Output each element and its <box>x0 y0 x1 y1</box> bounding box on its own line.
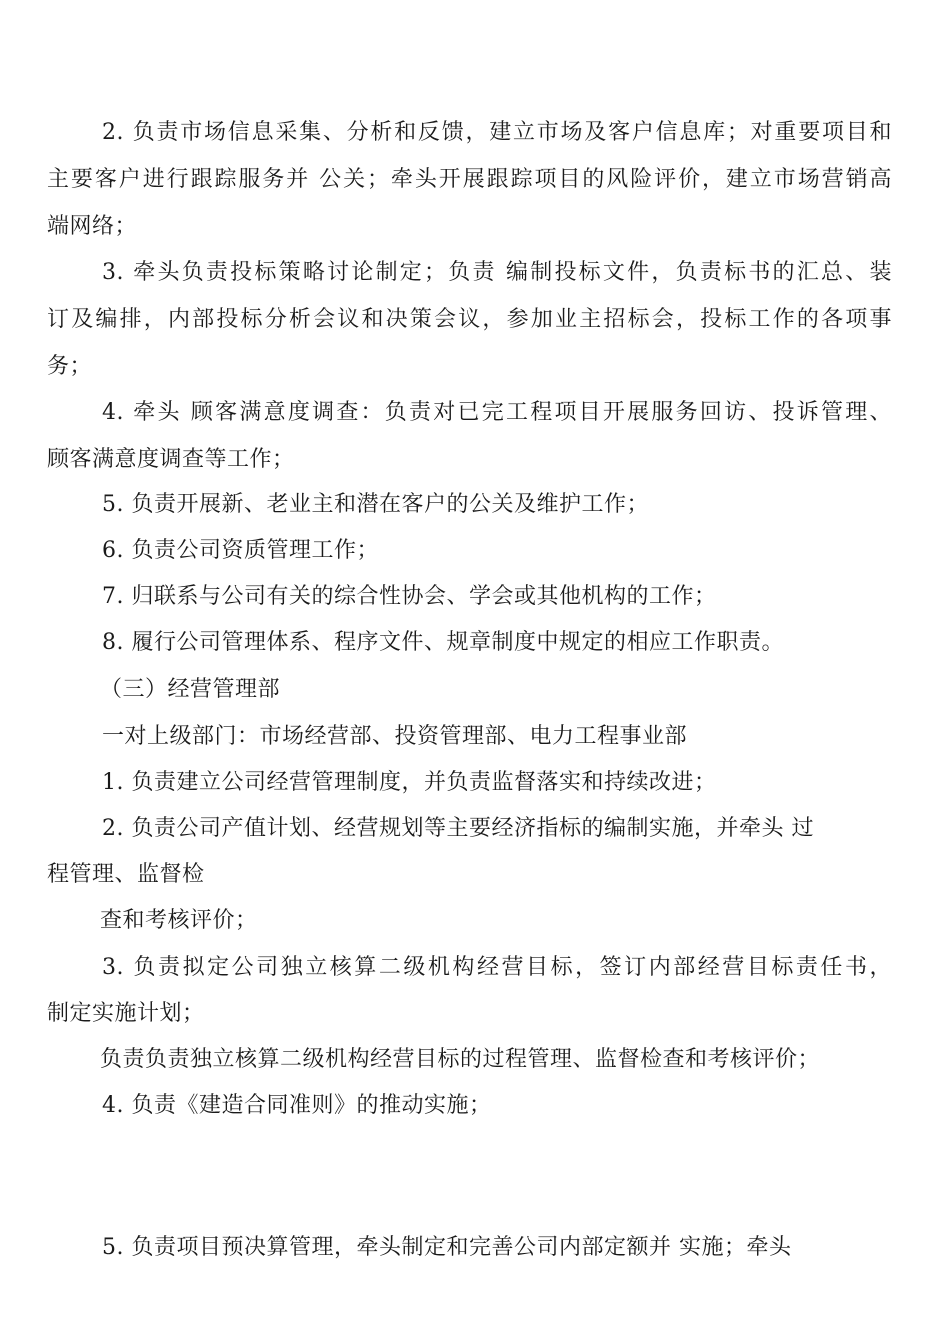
text-line: 查和考核评价； <box>100 908 258 933</box>
section-heading: （三）经营管理部 <box>100 677 281 702</box>
text-line: 订及编排，内部投标分析会议和决策会议，参加业主招标会，投标工作的各项事 <box>47 307 892 332</box>
text-line: 5. 负责开展新、老业主和潜在客户的公关及维护工作； <box>102 492 649 517</box>
text-line: 6. 负责公司资质管理工作； <box>102 538 379 563</box>
text-line: 制定实施计划； <box>47 1001 205 1026</box>
text-line: 程管理、监督检 <box>47 862 205 887</box>
text-line: 负责负责独立核算二级机构经营目标的过程管理、监督检查和考核评价； <box>100 1047 821 1072</box>
text-line: 5. 负责项目预决算管理，牵头制定和完善公司内部定额并 实施；牵头 <box>102 1235 792 1260</box>
text-line: 4. 牵头 顾客满意度调查：负责对已完工程项目开展服务回访、投诉管理、 <box>102 400 892 425</box>
text-line: 一对上级部门：市场经营部、投资管理部、电力工程事业部 <box>102 724 688 749</box>
text-line: 2. 负责市场信息采集、分析和反馈，建立市场及客户信息库；对重要项目和 <box>102 120 892 145</box>
text-line: 1. 负责建立公司经营管理制度，并负责监督落实和持续改进； <box>102 770 717 795</box>
text-line: 8. 履行公司管理体系、程序文件、规章制度中规定的相应工作职责。 <box>102 630 784 655</box>
text-line: 3. 牵头负责投标策略讨论制定；负责 编制投标文件，负责标书的汇总、装 <box>102 260 892 285</box>
text-line: 主要客户进行跟踪服务并 公关；牵头开展跟踪项目的风险评价，建立市场营销高 <box>47 167 892 192</box>
text-line: 端网络； <box>47 214 138 239</box>
text-line: 7. 归联系与公司有关的综合性协会、学会或其他机构的工作； <box>102 584 717 609</box>
text-line: 4. 负责《建造合同准则》的推动实施； <box>102 1093 492 1118</box>
text-line: 顾客满意度调查等工作； <box>47 447 295 472</box>
text-line: 3. 负责拟定公司独立核算二级机构经营目标，签订内部经营目标责任书， <box>102 955 892 980</box>
text-line: 2. 负责公司产值计划、经营规划等主要经济指标的编制实施，并牵头 过 <box>102 816 814 841</box>
text-line: 务； <box>47 354 93 379</box>
